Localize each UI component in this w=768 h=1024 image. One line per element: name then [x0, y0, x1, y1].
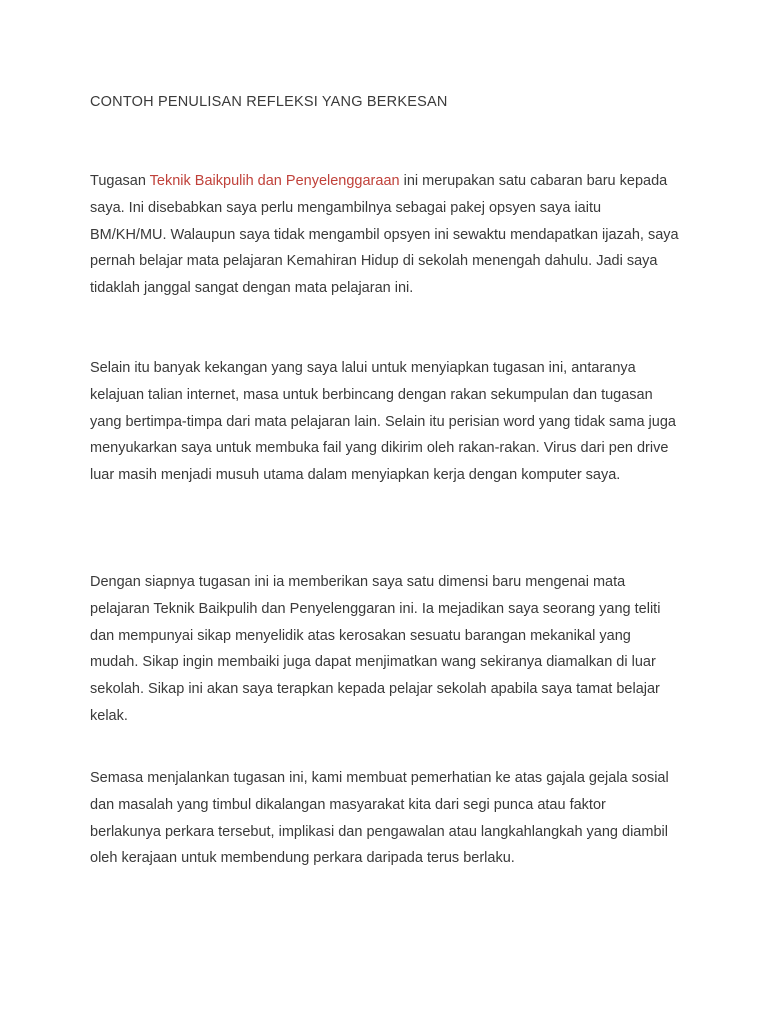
paragraph-3: Dengan siapnya tugasan ini ia memberikan saya satu dimensi baru mengenai mata pelajaran Teknik Baikpulih dan Penyelenggaran ini. Ia mejadikan saya seorang yang teliti dan mempunyai sikap menyelidik atas kerosakan sesuatu barangan mekanikal yang mudah. Sikap ingin membaiki juga dapat menjimatkan wang sekiranya diamalkan di luar sekolah. Sikap ini akan saya terapkan kepada pelajar sekolah apabila saya tamat belajar kelak.: [90, 574, 661, 724]
paragraph-1-intro: Tugasan: [90, 173, 150, 189]
paragraph-4: Semasa menjalankan tugasan ini, kami membuat pemerhatian ke atas gajala gejala sosial dan masalah yang timbul dikalangan masyarakat kita dari segi punca atau faktor berlakunya perkara tersebut, implikasi dan pengawalan atau langkahlangkah yang diambil oleh kerajaan untuk membendung perkara daripada terus berlaku.: [90, 770, 669, 867]
paragraph-2: Selain itu banyak kekangan yang saya lalui untuk menyiapkan tugasan ini, antaranya kelajuan talian internet, masa untuk berbincang dengan rakan sekumpulan dan tugasan yang bertimpa-timpa dari mata pelajaran lain. Selain itu perisian word yang tidak sama juga menyukarkan saya untuk membuka fail yang dikirim oleh rakan-rakan. Virus dari pen drive luar masih menjadi musuh utama dalam menyiapkan kerja dengan komputer saya.: [90, 360, 676, 484]
paragraph-1: [90, 168, 680, 302]
course-link[interactable]: Teknik Baikpulih dan Penyelenggaraan: [149, 173, 400, 189]
document-title: CONTOH PENULISAN REFLEKSI YANG BERKESAN: [90, 94, 448, 110]
paragraph-1-body: ini merupakan satu cabaran baru kepada saya. Ini disebabkan saya perlu mengambilnya sebagai pakej opsyen saya iaitu BM/KH/MU. Walaupun saya tidak mengambil opsyen ini sewaktu mendapatkan ijazah, saya pernah belajar mata pelajaran Kemahiran Hidup di sekolah menengah dahulu. Jadi saya tidaklah janggal sangat dengan mata pelajaran ini.: [90, 173, 679, 297]
